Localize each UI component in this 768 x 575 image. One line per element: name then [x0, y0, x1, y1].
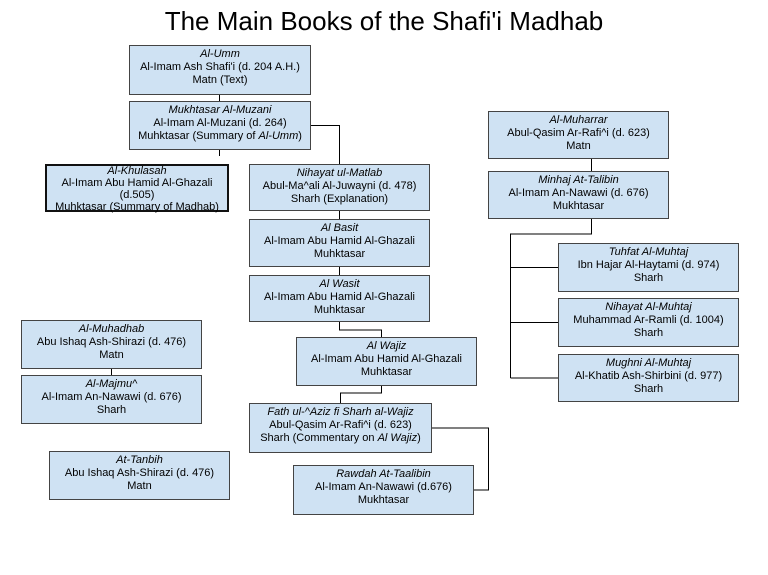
node-title: Al Wajiz — [366, 340, 407, 352]
node-genre: Matn — [99, 349, 124, 361]
edge-al-wajiz-to-fath-ul-aziz — [341, 386, 382, 403]
edge-al-wasit-to-al-wajiz — [340, 322, 382, 337]
node-author: Al-Imam Abu Hamid Al-Ghazali — [311, 353, 462, 365]
node-title: Al-Umm — [200, 48, 240, 60]
node-author: Al-Imam An-Nawawi (d.676) — [315, 481, 452, 493]
node-title: Al-Khulasah — [107, 165, 167, 177]
node-fath-ul-aziz — [249, 403, 432, 453]
node-genre: Muhktasar (Summary of Madhab) — [55, 201, 219, 213]
node-genre — [130, 130, 310, 143]
node-genre-book-ref: Al Wajiz — [377, 432, 418, 444]
node-title: Al-Muharrar — [549, 114, 608, 126]
node-nihayat-al-muhtaj — [558, 298, 739, 347]
node-al-muharrar — [488, 111, 669, 159]
node-genre: Mukhtasar — [552, 200, 605, 212]
node-title: Mukhtasar Al-Muzani — [168, 104, 272, 116]
node-author: Al-Imam Ash Shafi'i (d. 204 A.H.) — [140, 61, 300, 73]
node-nihayat-ul-matlab — [249, 164, 430, 211]
edge-mukhtasar-al-muzani-to-nihayat-ul-matlab — [311, 126, 340, 165]
node-author: Ibn Hajar Al-Haytami (d. 974) — [577, 259, 720, 271]
node-rawdah-at-taalibin — [293, 465, 474, 515]
node-author: Al-Imam Abu Hamid Al-Ghazali — [264, 235, 415, 247]
node-author: Abul-Qasim Ar-Rafi^i (d. 623) — [269, 419, 412, 431]
node-date: (d.505) — [119, 189, 155, 201]
node-author: Al-Imam An-Nawawi (d. 676) — [41, 391, 182, 403]
node-genre: Sharh — [633, 327, 664, 339]
node-author: Abu Ishaq Ash-Shirazi (d. 476) — [36, 336, 187, 348]
node-mughni-al-muhtaj — [558, 354, 739, 402]
node-genre: Sharh — [96, 404, 127, 416]
node-genre-book-ref: Al-Umm — [258, 130, 299, 142]
node-minhaj-at-talibin — [488, 171, 669, 219]
node-al-majmu — [21, 375, 202, 424]
node-at-tanbih — [49, 451, 230, 500]
node-title: Nihayat ul-Matlab — [296, 167, 383, 179]
node-author: Al-Khatib Ash-Shirbini (d. 977) — [574, 370, 723, 382]
node-title: Tuhfat Al-Muhtaj — [608, 246, 689, 258]
node-genre: Matn (Text) — [192, 74, 248, 86]
node-genre: Sharh (Explanation) — [290, 193, 389, 205]
node-author: Al-Imam Abu Hamid Al-Ghazali — [264, 291, 415, 303]
node-genre — [250, 432, 431, 445]
node-al-wajiz — [296, 337, 477, 386]
node-al-basit — [249, 219, 430, 267]
node-genre-suffix: ) — [417, 432, 421, 444]
node-genre-prefix: Sharh (Commentary on — [260, 432, 378, 444]
node-genre-prefix: Muhktasar (Summary of — [138, 130, 259, 142]
node-al-wasit — [249, 275, 430, 322]
diagram-title: The Main Books of the Shafi'i Madhab — [164, 6, 604, 36]
node-genre: Matn — [566, 140, 591, 152]
node-title: Mughni Al-Muhtaj — [605, 357, 692, 369]
node-author: Abu Ishaq Ash-Shirazi (d. 476) — [64, 467, 215, 479]
node-title: Al-Majmu^ — [85, 378, 138, 390]
node-author: Al-Imam An-Nawawi (d. 676) — [508, 187, 649, 199]
node-author: Al-Imam Abu Hamid Al-Ghazali — [61, 177, 213, 189]
node-author: Muhammad Ar-Ramli (d. 1004) — [573, 314, 724, 326]
node-title: Minhaj At-Talibin — [538, 174, 619, 186]
node-al-umm — [129, 45, 311, 95]
node-genre: Matn — [127, 480, 152, 492]
node-title: Al-Muhadhab — [78, 323, 145, 335]
node-genre: Mukhtasar — [357, 494, 410, 506]
node-title: Al Wasit — [319, 278, 360, 290]
node-genre: Sharh — [633, 272, 664, 284]
node-genre: Muhktasar — [313, 248, 366, 260]
node-author: Abul-Ma^ali Al-Juwayni (d. 478) — [262, 180, 417, 192]
node-al-khulasah — [45, 164, 229, 212]
node-genre: Sharh — [633, 383, 664, 395]
node-mukhtasar-al-muzani — [129, 101, 311, 150]
node-title: Al Basit — [320, 222, 359, 234]
node-title: Nihayat Al-Muhtaj — [605, 301, 692, 313]
node-title: Fath ul-^Aziz fi Sharh al-Wajiz — [267, 406, 414, 418]
node-title: At-Tanbih — [116, 454, 163, 466]
node-genre: Muhktasar — [313, 304, 366, 316]
node-title: Rawdah At-Taalibin — [336, 468, 431, 480]
node-author: Abul-Qasim Ar-Rafi^i (d. 623) — [507, 127, 650, 139]
node-genre-suffix: ) — [298, 130, 302, 142]
node-al-muhadhab — [21, 320, 202, 369]
node-tuhfat-al-muhtaj — [558, 243, 739, 292]
node-author: Al-Imam Al-Muzani (d. 264) — [153, 117, 287, 129]
node-genre: Muhktasar — [360, 366, 413, 378]
